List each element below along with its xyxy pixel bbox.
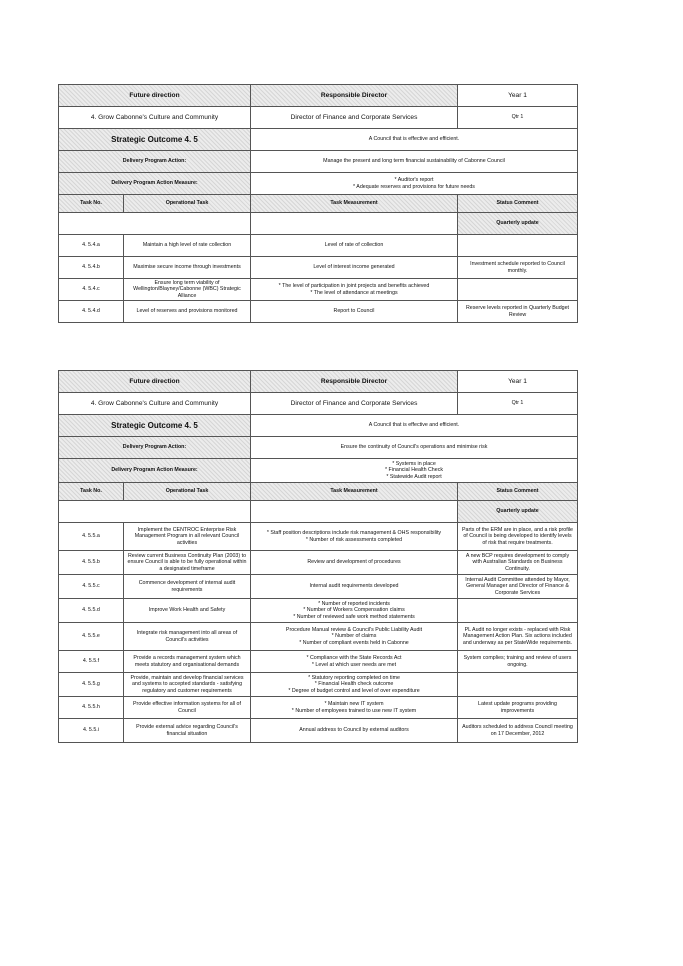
status-comment: Parts of the ERM are in place, and a risk profile of Council is being developed to identify levels of risk that require treatments. <box>458 523 578 551</box>
table-row <box>59 551 578 575</box>
future-direction-label: Future direction <box>59 85 251 107</box>
table-row <box>59 697 578 719</box>
col-task-no: Task No. <box>59 483 124 501</box>
task-measurement <box>251 575 458 599</box>
task-no: 4. 5.5.g <box>59 673 124 697</box>
table-row <box>59 235 578 257</box>
measure-line: * Auditor's report <box>394 177 434 184</box>
operational-task: Provide effective information systems for all of Council <box>124 697 251 719</box>
action-measure-label: Delivery Program Action Measure: <box>59 459 251 483</box>
operational-task: Provide external advice regarding Council's financial situation <box>124 719 251 743</box>
task-no: 4. 5.5.d <box>59 599 124 623</box>
task-measurement <box>251 651 458 673</box>
status-comment: PL Audit no longer exists - replaced with Risk Management Action Plan. Six actions included and underway as per StateWide requirements. <box>458 623 578 651</box>
measurement-line: Report to Council <box>333 308 375 315</box>
task-measurement <box>251 551 458 575</box>
task-no: 4. 5.4.a <box>59 235 124 257</box>
strategic-outcome-value: A Council that is effective and efficient. <box>251 129 578 151</box>
task-no: 4. 5.4.c <box>59 279 124 301</box>
task-measurement <box>251 279 458 301</box>
task-measurement <box>251 697 458 719</box>
responsible-director-value: Director of Finance and Corporate Services <box>251 107 458 129</box>
task-no: 4. 5.5.c <box>59 575 124 599</box>
measurement-line: * The level of attendance at meetings <box>310 289 398 296</box>
year-label: Year 1 <box>458 371 578 393</box>
measurement-line: * Compliance with the State Records Act <box>306 655 402 662</box>
action-measure-value <box>251 459 578 483</box>
task-measurement <box>251 257 458 279</box>
measurement-line: * Degree of budget control and level of over expenditure <box>288 687 420 694</box>
quarter-label: Qtr 1 <box>458 107 578 129</box>
col-operational-task: Operational Task <box>124 195 251 213</box>
quarterly-update-label: Quarterly update <box>458 213 578 235</box>
strategic-outcome-label: Strategic Outcome 4. 5 <box>59 129 251 151</box>
task-measurement <box>251 719 458 743</box>
blank-cell <box>251 213 458 235</box>
operational-task: Implement the CENTROC Enterprise Risk Management Program in all relevant Council activities <box>124 523 251 551</box>
delivery-program-action-label: Delivery Program Action: <box>59 437 251 459</box>
section-1 <box>58 84 577 323</box>
strategic-outcome-value: A Council that is effective and efficient. <box>251 415 578 437</box>
task-no: 4. 5.5.h <box>59 697 124 719</box>
status-comment <box>458 235 578 257</box>
table-row <box>59 257 578 279</box>
operational-task: Integrate risk management into all areas of Council's activities <box>124 623 251 651</box>
measurement-line: * Number of compliant events held in Cabonne <box>299 639 409 646</box>
measurement-line: * Number of risk assessments completed <box>305 536 403 543</box>
operational-task: Improve Work Health and Safety <box>124 599 251 623</box>
status-comment: Latest update programs providing improvements <box>458 697 578 719</box>
col-task-measurement: Task Measurement <box>251 195 458 213</box>
measurement-line: Level of rate of collection <box>324 242 384 249</box>
measurement-line: Level of interest income generated <box>313 264 395 271</box>
action-measure-label: Delivery Program Action Measure: <box>59 173 251 195</box>
task-measurement <box>251 673 458 697</box>
col-task-no: Task No. <box>59 195 124 213</box>
operational-task: Maintain a high level of rate collection <box>124 235 251 257</box>
section-2-table <box>58 370 578 743</box>
measure-line: * Statewide Audit report <box>386 473 442 480</box>
quarterly-update-label: Quarterly update <box>458 501 578 523</box>
table-row <box>59 651 578 673</box>
delivery-program-action-value: Manage the present and long term financial sustainability of Cabonne Council <box>251 151 578 173</box>
status-comment: Reserve levels reported in Quarterly Budget Review <box>458 301 578 323</box>
operational-task: Review current Business Continuity Plan (2003) to ensure Council is able to be fully operational within a designated timeframe <box>124 551 251 575</box>
operational-task: Provide a records management system which meets statutory and organisational demands <box>124 651 251 673</box>
table-row <box>59 575 578 599</box>
task-measurement <box>251 599 458 623</box>
future-direction-label: Future direction <box>59 371 251 393</box>
measurement-line: Annual address to Council by external auditors <box>299 727 409 734</box>
task-no: 4. 5.4.b <box>59 257 124 279</box>
status-comment: System complies; training and review of users ongoing. <box>458 651 578 673</box>
measurement-line: * Staff position descriptions include risk management & OHS responsibility <box>266 530 442 537</box>
delivery-program-action-label: Delivery Program Action: <box>59 151 251 173</box>
table-row <box>59 523 578 551</box>
responsible-director-label: Responsible Director <box>251 85 458 107</box>
measurement-line: Review and development of procedures <box>307 559 401 566</box>
table-row <box>59 599 578 623</box>
task-no: 4. 5.5.e <box>59 623 124 651</box>
measurement-line: * Financial Health check outcome <box>314 681 394 688</box>
measurement-line: * Number of claims <box>331 633 377 640</box>
measurement-line: * The level of participation in joint projects and benefits achieved <box>278 283 430 290</box>
col-status-comment: Status Comment <box>458 483 578 501</box>
measurement-line: * Number of reported incidents <box>318 601 390 608</box>
measurement-line: Internal audit requirements developed <box>309 583 399 590</box>
measure-line: * Financial Health Check <box>385 467 443 474</box>
task-no: 4. 5.5.b <box>59 551 124 575</box>
status-comment <box>458 279 578 301</box>
measurement-line: * Number of reviewed safe work method statements <box>293 613 415 620</box>
future-direction-value: 4. Grow Cabonne's Culture and Community <box>59 107 251 129</box>
measurement-line: * Maintain new IT system <box>324 701 384 708</box>
status-comment: Auditors scheduled to address Council meeting on 17 December, 2012 <box>458 719 578 743</box>
measurement-line: * Number of Workers Compensation claims <box>303 607 405 614</box>
measurement-line: Procedure Manual review & Council's Public Liability Audit <box>285 627 423 634</box>
operational-task: Commence development of internal audit requirements <box>124 575 251 599</box>
blank-cell <box>251 501 458 523</box>
task-measurement <box>251 235 458 257</box>
status-comment: Internal Audit Committee attended by Mayor, General Manager and Director of Finance & Corporate Services <box>458 575 578 599</box>
operational-task: Provide, maintain and develop financial services and systems to accepted standards - satisfying regulatory and customer requirements <box>124 673 251 697</box>
action-measure-value <box>251 173 578 195</box>
status-comment <box>458 673 578 697</box>
col-operational-task: Operational Task <box>124 483 251 501</box>
table-row <box>59 623 578 651</box>
table-row <box>59 301 578 323</box>
status-comment: Investment schedule reported to Council monthly. <box>458 257 578 279</box>
strategic-outcome-label: Strategic Outcome 4. 5 <box>59 415 251 437</box>
task-no: 4. 5.4.d <box>59 301 124 323</box>
task-no: 4. 5.5.a <box>59 523 124 551</box>
task-no: 4. 5.5.f <box>59 651 124 673</box>
operational-task: Maximise secure income through investments <box>124 257 251 279</box>
measure-line: * Systems in place <box>392 461 436 468</box>
blank-cell <box>59 213 251 235</box>
measurement-line: * Statutory reporting completed on time <box>308 675 400 682</box>
measure-line: * Adequate reserves and provisions for future needs <box>353 183 475 190</box>
future-direction-value: 4. Grow Cabonne's Culture and Community <box>59 393 251 415</box>
section-2 <box>58 370 577 743</box>
responsible-director-label: Responsible Director <box>251 371 458 393</box>
measurement-line: * Number of employees trained to use new IT system <box>291 707 417 714</box>
table-row <box>59 719 578 743</box>
blank-cell <box>59 501 251 523</box>
col-task-measurement: Task Measurement <box>251 483 458 501</box>
operational-task: Ensure long term viability of Wellington/Blayney/Cabonne (WBC) Strategic Alliance <box>124 279 251 301</box>
task-no: 4. 5.5.i <box>59 719 124 743</box>
responsible-director-value: Director of Finance and Corporate Services <box>251 393 458 415</box>
measurement-line: * Level at which user needs are met <box>311 661 397 668</box>
col-status-comment: Status Comment <box>458 195 578 213</box>
delivery-program-action-value: Ensure the continuity of Council's operations and minimise risk <box>251 437 578 459</box>
task-measurement <box>251 301 458 323</box>
operational-task: Level of reserves and provisions monitored <box>124 301 251 323</box>
section-1-table <box>58 84 578 323</box>
table-row <box>59 279 578 301</box>
status-comment: A new BCP requires development to comply with Australian Standards on Business Continuity. <box>458 551 578 575</box>
table-row <box>59 673 578 697</box>
task-measurement <box>251 523 458 551</box>
quarter-label: Qtr 1 <box>458 393 578 415</box>
status-comment <box>458 599 578 623</box>
task-measurement <box>251 623 458 651</box>
year-label: Year 1 <box>458 85 578 107</box>
